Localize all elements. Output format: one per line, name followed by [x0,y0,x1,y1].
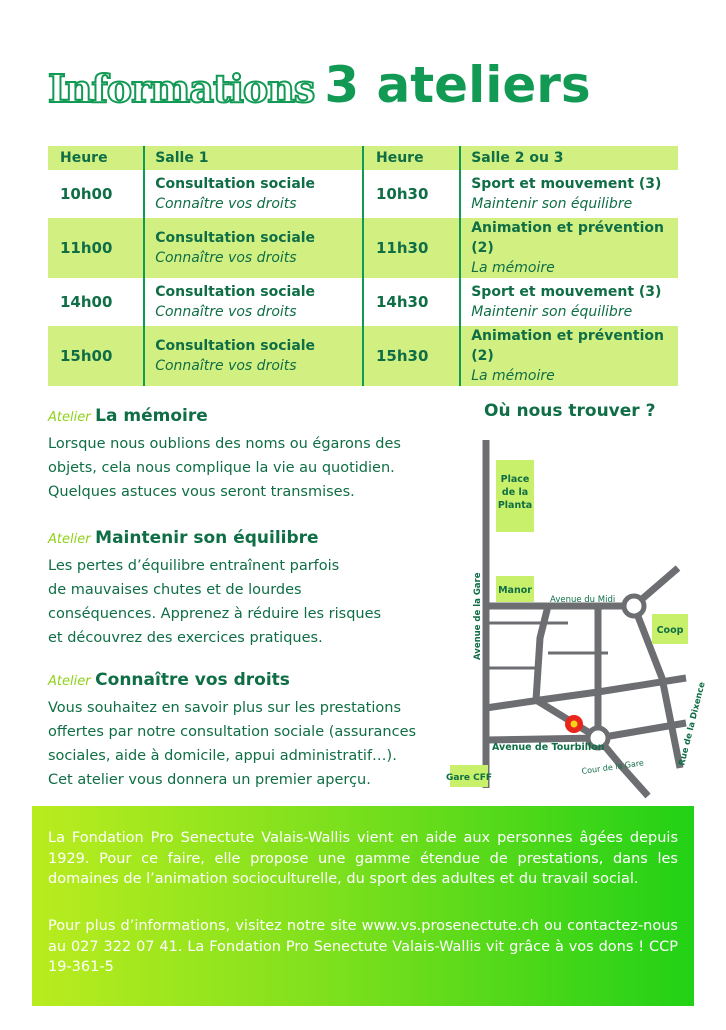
atelier-text-line: sociales, aide à domicile, appui administratif…). [48,748,397,764]
col-salle-1: Salle 1 [144,146,363,170]
hour-cell: 14h00 [60,293,113,311]
location-map [445,428,708,798]
atelier-text-line: Lorsque nous oublions des noms ou égarons des [48,436,401,452]
col-heure-1: Heure [60,150,108,166]
atelier-label: Atelier [48,410,91,425]
activity-cell [460,170,678,218]
avenue-tourbillon-label: Avenue de Tourbillon [492,742,605,753]
atelier-droits [48,666,428,792]
map-minor-streets [486,623,608,668]
activity-subtitle: La mémoire [471,260,555,276]
activity-name: Animation et prévention (2) [471,220,664,256]
activity-subtitle: Connaître vos droits [155,250,297,266]
roundabout [624,596,644,616]
activity-subtitle: Maintenir son équilibre [471,304,633,320]
hour-cell: 14h30 [363,278,460,326]
footer-box [32,806,694,1006]
activity-name: Consultation sociale [155,176,316,192]
atelier-label: Atelier [48,674,91,689]
activity-cell [144,218,363,278]
title-informations: Informations [48,66,315,111]
activity-cell [144,278,363,326]
map-title: Où nous trouver ? [484,401,656,421]
activity-subtitle: La mémoire [471,368,555,384]
activity-cell [460,326,678,386]
col-heure-2: Heure [363,146,460,170]
col-salle-2-3: Salle 2 ou 3 [460,146,678,170]
atelier-text-line: et découvrez des exercices pratiques. [48,630,323,646]
hour-cell: 15h00 [60,347,113,365]
atelier-heading [48,524,428,554]
activity-name: Consultation sociale [155,230,316,246]
atelier-text-line: Cet atelier vous donnera un premier aperçu. [48,772,371,788]
footer-paragraph-1: La Fondation Pro Senectute Valais-Wallis vient en aide aux personnes âgées depuis 1929. Pour ce faire, elle propose une gamme étendue de prestations, dans les domaines de l’animation socioculturelle, du sport des adultes et du travail social. [48,830,678,887]
schedule-row [48,326,678,386]
activity-subtitle: Connaître vos droits [155,358,297,374]
activity-name: Consultation sociale [155,284,316,300]
atelier-text-line: offertes par notre consultation sociale (assurances [48,724,417,740]
schedule-row [48,170,678,218]
atelier-text-line: Vous souhaitez en savoir plus sur les prestations [48,700,402,716]
atelier-equilibre [48,524,428,650]
activity-cell [460,278,678,326]
activity-name: Sport et mouvement (3) [471,176,662,192]
coop-label: Coop [656,625,684,636]
activity-cell [144,326,363,386]
footer-paragraph-2: Pour plus d’informations, visitez notre site www.vs.prosenectute.ch ou contactez-nous au 027 322 07 41. La Fondation Pro Senectute Valais-Wallis vit grâce à vos dons ! CCP 19-361-5 [48,918,678,975]
atelier-name: La mémoire [95,406,208,426]
place-label: Place [500,474,530,485]
atelier-name: Maintenir son équilibre [95,528,319,548]
cour-gare-label: Cour de la Gare [581,758,645,776]
avenue-midi-label: Avenue du Midi [550,595,616,605]
activity-subtitle: Connaître vos droits [155,196,297,212]
atelier-text-line: conséquences. Apprenez à réduire les risques [48,606,382,622]
atelier-text-line: Les pertes d’équilibre entraînent parfois [48,558,340,574]
page-title [48,56,688,116]
schedule-row [48,218,678,278]
atelier-label: Atelier [48,532,91,547]
atelier-heading [48,402,428,432]
street-inner [536,606,598,738]
place-label: Planta [497,500,533,511]
street-inner [486,678,686,708]
hour-cell: 15h30 [363,326,460,386]
schedule-row [48,278,678,326]
activity-subtitle: Maintenir son équilibre [471,196,633,212]
atelier-text-line: Quelques astuces vous seront transmises. [48,484,355,500]
schedule-table [48,146,678,386]
atelier-heading [48,666,428,696]
activity-name: Sport et mouvement (3) [471,284,662,300]
atelier-text-line: de mauvaises chutes et de lourdes [48,582,302,598]
hour-cell: 10h30 [363,170,460,218]
gare-cff-label: Gare CFF [445,773,493,783]
hour-cell: 11h30 [363,218,460,278]
place-label: de la [501,487,529,498]
manor-label: Manor [498,585,532,596]
location-marker-center [571,721,578,728]
atelier-memoire [48,402,428,504]
activity-subtitle: Connaître vos droits [155,304,297,320]
schedule-header-row [48,146,678,170]
rue-dixence-label: Rue de la Dixence [677,681,708,767]
atelier-text-line: objets, cela nous complique la vie au quotidien. [48,460,395,476]
activity-name: Animation et prévention (2) [471,328,664,364]
title-3-ateliers: 3 ateliers [324,56,591,114]
activity-cell [460,218,678,278]
hour-cell: 11h00 [60,239,113,257]
activity-cell [144,170,363,218]
atelier-name: Connaître vos droits [95,670,290,690]
hour-cell: 10h00 [60,185,113,203]
activity-name: Consultation sociale [155,338,316,354]
avenue-gare-label: Avenue de la Gare [473,572,483,660]
